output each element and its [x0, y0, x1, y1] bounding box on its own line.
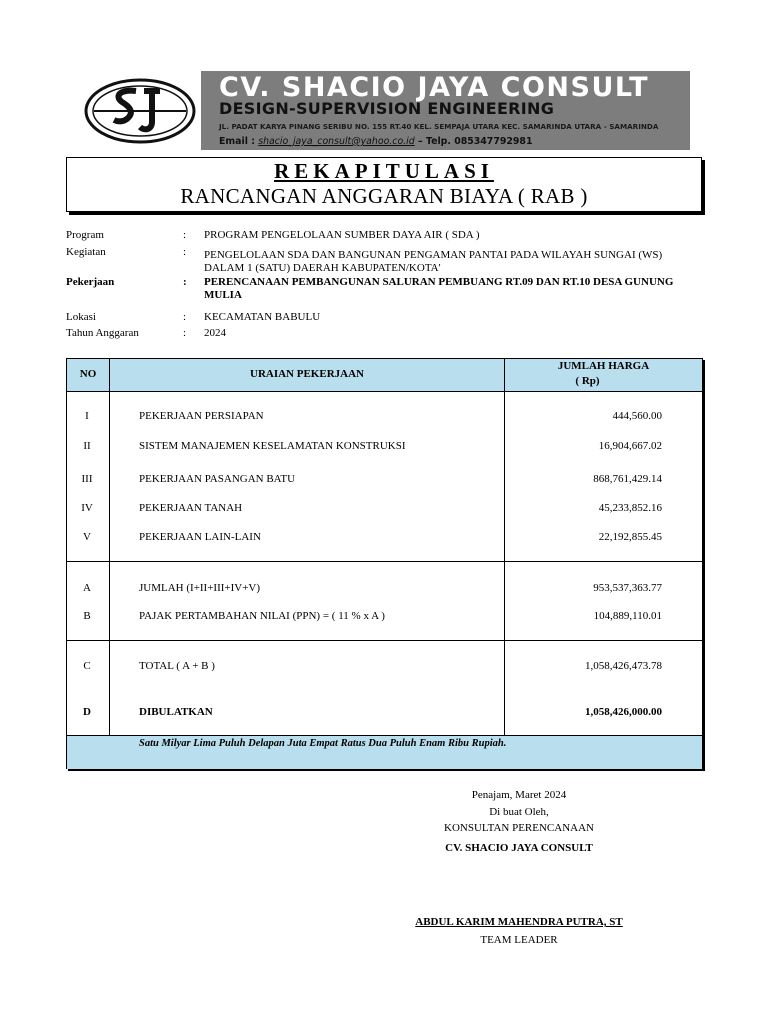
item-desc: PEKERJAAN LAIN-LAIN [139, 531, 261, 543]
header-jumlah: JUMLAH HARGA [557, 360, 650, 372]
item-desc: SISTEM MANAJEMEN KESELAMATAN KONSTRUKSI [139, 440, 406, 452]
company-logo [84, 78, 196, 144]
rounded-no: D [83, 706, 91, 718]
company-name: CV. SHACIO JAYA CONSULT [219, 72, 650, 103]
item-amount: 22,192,855.45 [598, 531, 662, 543]
program-label: Program [66, 229, 104, 241]
item-no: V [83, 531, 91, 543]
header-uraian: URAIAN PEKERJAAN [250, 368, 364, 380]
item-no: III [81, 473, 93, 485]
kegiatan-value: PENGELOLAAN SDA DAN BANGUNAN PENGAMAN PANTAI PADA WILAYAH SUNGAI (WS) DALAM 1 (SATU) DAERAH KABUPATEN/KOTA' [204, 249, 663, 274]
pekerjaan-label: Pekerjaan [66, 276, 115, 288]
pekerjaan-colon: : [183, 276, 187, 288]
signature-role: KONSULTAN PERENCANAAN [444, 822, 594, 834]
signature-made-by: Di buat Oleh, [489, 806, 549, 818]
pekerjaan-value: PERENCANAAN PEMBANGUNAN SALURAN PEMBUANG RT.09 DAN RT.10 DESA GUNUNG MULIA [204, 276, 674, 301]
total-desc: TOTAL ( A + B ) [139, 660, 215, 672]
subtotal-no: B [83, 610, 91, 622]
tahun-label: Tahun Anggaran [66, 327, 139, 339]
item-amount: 444,560.00 [612, 410, 662, 422]
lokasi-label: Lokasi [66, 311, 96, 323]
item-amount: 45,233,852.16 [598, 502, 662, 514]
rab-table [66, 358, 703, 769]
col-divider-amount [504, 359, 505, 735]
item-desc: PEKERJAAN PERSIAPAN [139, 410, 264, 422]
lokasi-colon: : [183, 311, 187, 323]
item-desc: PEKERJAAN TANAH [139, 502, 243, 514]
terbilang-row [67, 735, 702, 769]
company-tagline: DESIGN-SUPERVISION ENGINEERING [219, 99, 555, 118]
signatory-name: ABDUL KARIM MAHENDRA PUTRA, ST [415, 916, 623, 928]
item-amount: 868,761,429.14 [593, 473, 662, 485]
table-header [67, 359, 702, 392]
header-unit: ( Rp) [575, 375, 600, 387]
item-no: IV [81, 502, 93, 514]
rounded-amount: 1,058,426,000.00 [585, 706, 662, 718]
row-divider-subtotal [67, 640, 702, 641]
subtotal-desc: PAJAK PERTAMBAHAN NILAI (PPN) = ( 11 % x A ) [139, 610, 385, 622]
letterhead-banner [201, 71, 690, 150]
title-box [66, 157, 702, 212]
subtotal-amount: 104,889,110.01 [593, 610, 662, 622]
kegiatan-label: Kegiatan [66, 246, 106, 258]
header-no: NO [79, 368, 97, 380]
program-value: PROGRAM PENGELOLAAN SUMBER DAYA AIR ( SDA ) [204, 229, 480, 241]
signatory-position: TEAM LEADER [480, 934, 558, 946]
row-divider-items [67, 561, 702, 562]
lokasi-value: KECAMATAN BABULU [204, 311, 321, 323]
item-no: I [85, 410, 89, 422]
item-no: II [83, 440, 91, 452]
company-address: JL. PADAT KARYA PINANG SERIBU NO. 155 RT.40 KEL. SEMPAJA UTARA KEC. SAMARINDA UTARA - SAMARINDA [219, 122, 659, 131]
email-label: Email : [219, 136, 259, 147]
tahun-value: 2024 [204, 327, 226, 339]
subtotal-no: A [83, 582, 91, 594]
subtotal-amount: 953,537,363.77 [593, 582, 662, 594]
rounded-desc: DIBULATKAN [139, 706, 213, 718]
item-desc: PEKERJAAN PASANGAN BATU [139, 473, 296, 485]
subtotal-desc: JUMLAH (I+II+III+IV+V) [139, 582, 261, 594]
document-subtitle: RANCANGAN ANGGARAN BIAYA ( RAB ) [180, 184, 588, 208]
company-contact [219, 135, 532, 148]
item-amount: 16,904,667.02 [598, 440, 662, 452]
terbilang-text: Satu Milyar Lima Puluh Delapan Juta Empat Ratus Dua Puluh Enam Ribu Rupiah. [139, 738, 507, 749]
col-divider-no [109, 359, 110, 735]
program-colon: : [183, 229, 187, 241]
email-link[interactable]: shacio_jaya_consult@yahoo.co.id [258, 136, 415, 147]
signature-company: CV. SHACIO JAYA CONSULT [445, 842, 593, 854]
phone-number: – Telp. 085347792981 [414, 136, 533, 147]
kegiatan-colon: : [183, 246, 187, 258]
signature-place-date: Penajam, Maret 2024 [471, 789, 567, 801]
total-no: C [83, 660, 91, 672]
total-amount: 1,058,426,473.78 [585, 660, 662, 672]
tahun-colon: : [183, 327, 187, 339]
sj-monogram-logo-icon [84, 78, 196, 144]
document-title: REKAPITULASI [274, 159, 494, 183]
